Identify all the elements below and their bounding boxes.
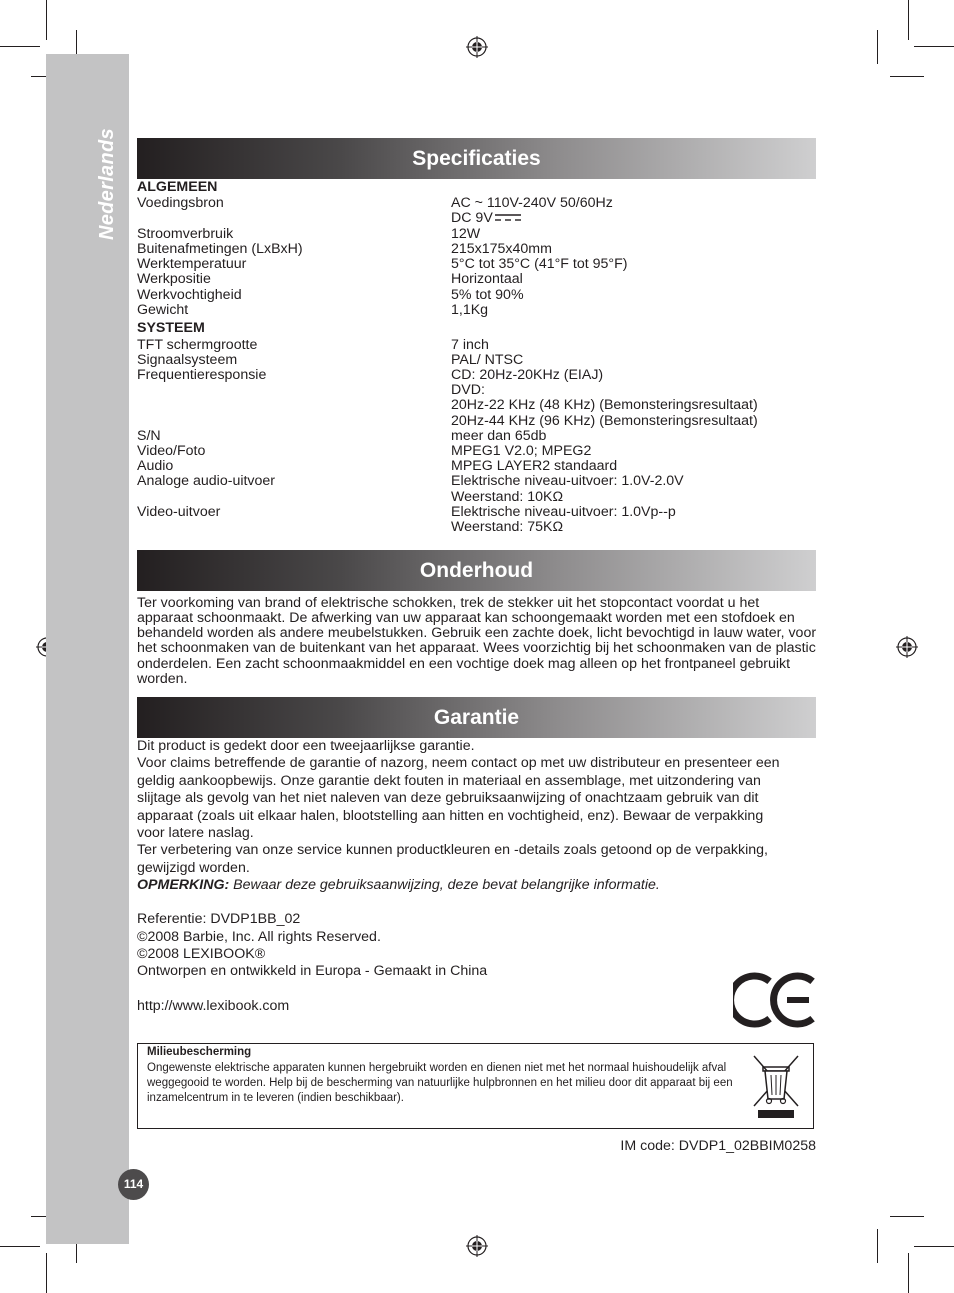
- language-label: Nederlands: [96, 128, 118, 240]
- warranty-line: gewijzigd worden.: [137, 859, 250, 876]
- copyright-line: ©2008 LEXIBOOK®: [137, 945, 266, 962]
- warranty-line: Voor claims betreffende de garantie of nazorg, neem contact op met uw distributeur en presenteer een: [137, 754, 780, 771]
- warranty-line: slijtage als gevolg van het niet naleven van deze gebruiksaanwijzing of onachtzaam gebruik van dit: [137, 789, 759, 806]
- dc-symbol-icon: [494, 213, 522, 223]
- crop-mark: [914, 1246, 954, 1247]
- copyright-line: ©2008 Barbie, Inc. All rights Reserved.: [137, 928, 381, 945]
- warranty-line: Dit product is gedekt door een tweejaarlijkse garantie.: [137, 737, 475, 754]
- crop-mark: [0, 46, 40, 47]
- reference-line: Referentie: DVDP1BB_02: [137, 911, 301, 927]
- crossed-out-bin-icon: [751, 1053, 801, 1123]
- registration-mark-icon: [896, 636, 918, 658]
- crop-mark: [46, 0, 47, 40]
- website-link[interactable]: http://www.lexibook.com: [137, 998, 290, 1014]
- warranty-line: geldig aankoopbewijs. Onze garantie dekt fouten in materiaal en assemblage, met uitzondering van: [137, 772, 761, 789]
- environment-text: Ongewenste elektrische apparaten kunnen hergebruikt worden en dienen niet met het normaal huishoudelijk afval weggegooid te worden. Help bij de bescherming van natuurlijke hulpbronnen en het milieu door dit apparaat bij een inzamelcentrum in te leveren (indien beschikbaar).: [147, 1062, 733, 1104]
- section-header-maintenance: Onderhoud: [137, 550, 816, 591]
- origin-line: Ontworpen en ontwikkeld in Europa - Gemaakt in China: [137, 963, 488, 979]
- im-code: IM code: DVDP1_02BBIM0258: [620, 1138, 816, 1154]
- crop-mark: [877, 30, 878, 64]
- spec-heading-general: ALGEMEEN: [137, 179, 218, 195]
- section-header-specs: Specificaties: [137, 138, 816, 179]
- page-number: 114: [118, 1169, 149, 1200]
- crop-mark: [890, 76, 924, 77]
- warranty-note: [137, 877, 660, 894]
- registration-mark-icon: [466, 36, 488, 58]
- maintenance-text: Ter voorkoming van brand of elektrische schokken, trek de stekker uit het stopcontact voordat u het apparaat schoonmaakt. De afwerking van uw apparaat kan schoongemaakt worden met een stofdoek en behandeld worden als andere meubelstukken. Gebruik een zachte doek, licht bevochtigd in lauw water, voor het schoonmaken van de buitenkant van het apparaat. Wees voorzichtig bij het schoonmaken van de plastic onderdelen. Een zacht schoonmaakmiddel en een vochtige doek mag alleen op het frontpaneel gebruikt worden.: [137, 594, 817, 687]
- spec-heading-system: SYSTEEM: [137, 320, 205, 336]
- crop-mark: [46, 1253, 47, 1293]
- crop-mark: [877, 1229, 878, 1263]
- note-label: OPMERKING:: [137, 876, 230, 893]
- warranty-line: apparaat (zoals uit elkaar halen, blootstelling aan hitten en vochtigheid, enz). Bewaar de verpakking: [137, 807, 764, 824]
- warranty-line: Ter verbetering van onze service kunnen productkleuren en -details zoals getoond op de verpakking,: [137, 841, 768, 858]
- crop-mark: [908, 1253, 909, 1293]
- crop-mark: [0, 1246, 40, 1247]
- crop-mark: [914, 46, 954, 47]
- section-header-warranty: Garantie: [137, 697, 816, 738]
- environment-title: Milieubescherming: [147, 1046, 252, 1058]
- warranty-line: voor latere naslag.: [137, 824, 254, 841]
- registration-mark-icon: [466, 1235, 488, 1257]
- crop-mark: [890, 1216, 924, 1217]
- note-text: Bewaar deze gebruiksaanwijzing, deze bevat belangrijke informatie.: [229, 876, 660, 893]
- ce-mark-icon: [733, 970, 817, 1030]
- crop-mark: [908, 0, 909, 40]
